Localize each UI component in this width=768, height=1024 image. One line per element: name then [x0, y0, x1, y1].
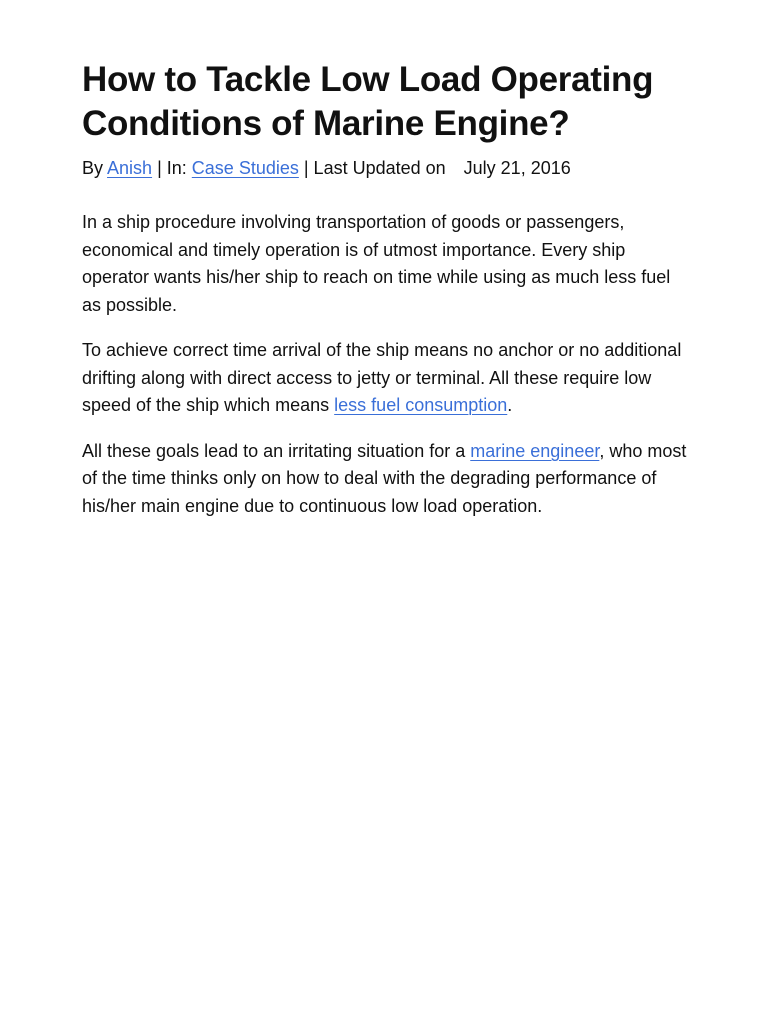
author-link[interactable]: Anish: [107, 158, 153, 178]
byline-in-label: | In:: [157, 158, 187, 178]
article: [82, 58, 692, 538]
paragraph-2: [82, 337, 692, 420]
marine-engineer-link[interactable]: marine engineer: [470, 440, 600, 461]
byline-by-label: By: [82, 158, 104, 178]
article-byline: [82, 154, 692, 182]
paragraph-2-end: .: [507, 395, 513, 415]
paragraph-1: In a ship procedure involving transportation of goods or passengers, economical and timely operation is of utmost importance. Every ship operator wants his/her ship to reach on time while using as much less fuel as possible.: [82, 212, 671, 315]
paragraph-3-text: All these goals lead to an irritating situation for a: [82, 440, 466, 461]
paragraph-2-text: To achieve correct time arrival of the ship means no anchor or no additional drifting along with direct access to jetty or terminal. All these require low speed of the ship which means: [82, 340, 682, 415]
article-date: July 21, 2016: [463, 158, 571, 178]
paragraph-3-end: , who most of the time thinks only on how to deal with the degrading performance of his/her main engine due to continuous low load operation.: [82, 440, 687, 516]
less-fuel-consumption-link[interactable]: less fuel consumption: [334, 395, 508, 415]
category-link[interactable]: Case Studies: [191, 158, 299, 178]
byline-updated-label: | Last Updated on: [303, 158, 446, 178]
paragraph-3: [82, 438, 692, 521]
article-body: [82, 209, 692, 520]
article-title: How to Tackle Low Load Operating Conditions of Marine Engine?: [82, 60, 654, 143]
